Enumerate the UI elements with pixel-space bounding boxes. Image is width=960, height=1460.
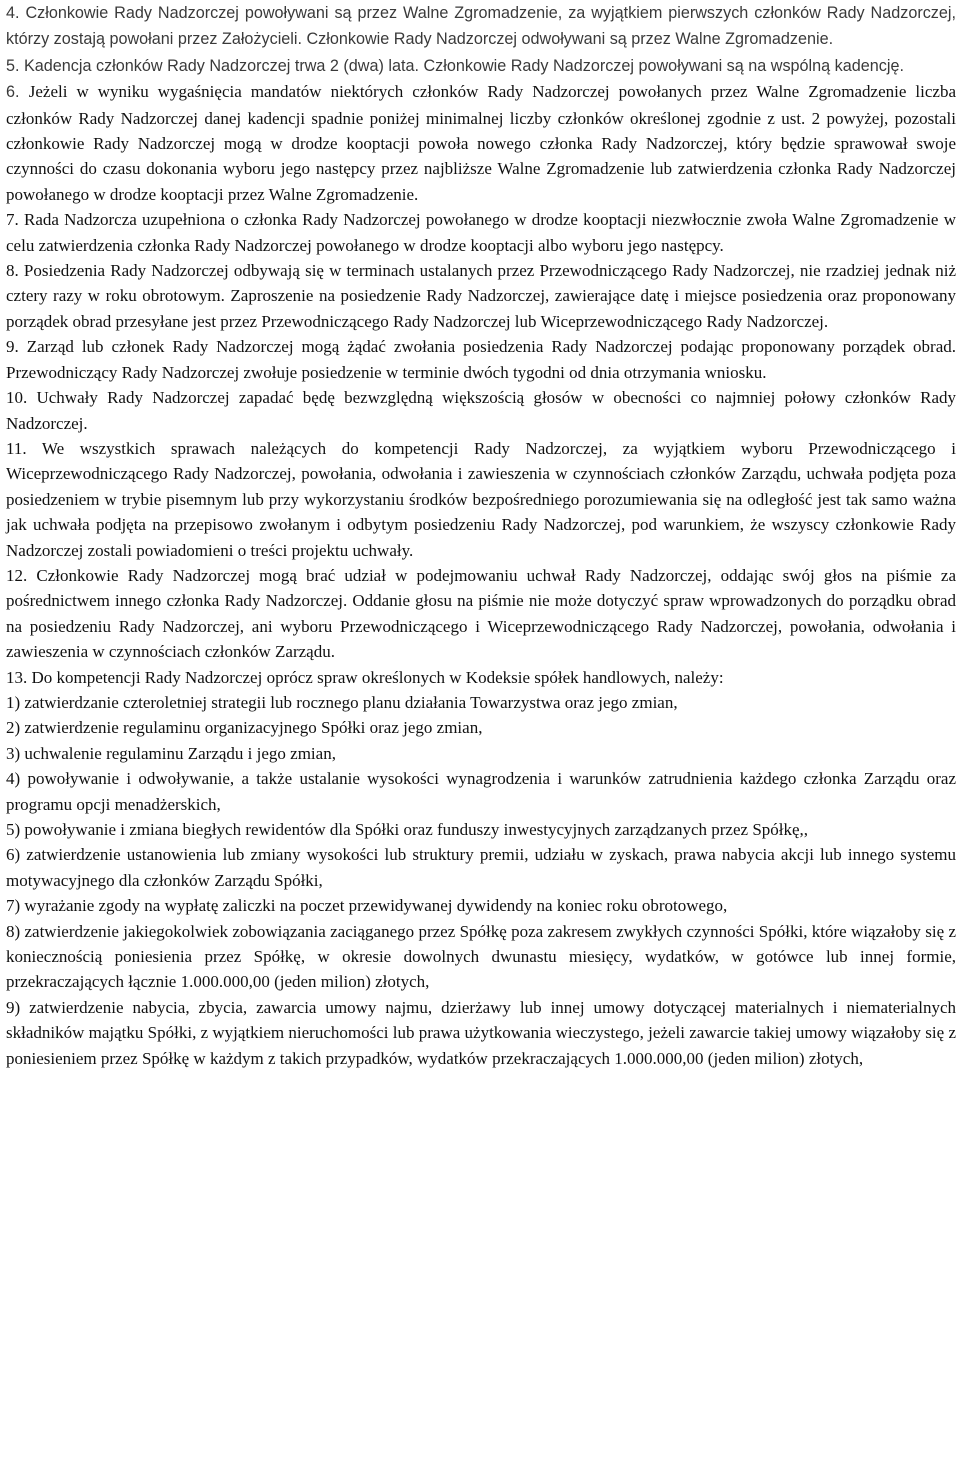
list-item-6: 6) zatwierdzenie ustanowienia lub zmiany wysokości lub struktury premii, udziału w zyskach, prawa nabycia akcji lub innego systemu motywacyjnego dla członków Zarządu Spółki, <box>6 845 956 890</box>
list-item-7: 7) wyrażanie zgody na wypłatę zaliczki na poczet przewidywanej dywidendy na koniec roku obrotowego, <box>6 896 728 916</box>
paragraph-8: 8. Posiedzenia Rady Nadzorczej odbywają się w terminach ustalanych przez Przewodniczącego Rady Nadzorczej, nie rzadziej jednak niż cztery razy w roku obrotowym. Zaproszenie na posiedzenie Rady Nadzorczej, zawierające datę i miejsce posiedzenia oraz proponowany porządek obrad przesyłane jest przez Przewodniczącego Rady Nadzorczej lub Wiceprzewodniczącego Rady Nadzorczej. <box>6 261 956 331</box>
paragraph-5-text: 5. Kadencja członków Rady Nadzorczej trwa 2 (dwa) lata. Członkowie Rady Nadzorczej powoływani są na wspólną kadencję. <box>6 56 904 75</box>
paragraph-13: 13. Do kompetencji Rady Nadzorczej oprócz spraw określonych w Kodeksie spółek handlowych, należy: <box>6 667 724 687</box>
list-item-4: 4) powoływanie i odwoływanie, a także ustalanie wysokości wynagrodzenia i warunków zatrudnienia każdego członka Zarządu oraz programu opcji menadżerskich, <box>6 769 956 814</box>
paragraph-12: 12. Członkowie Rady Nadzorczej mogą brać udział w podejmowaniu uchwał Rady Nadzorczej, oddając swój głos na piśmie za pośrednictwem innego członka Rady Nadzorczej. Oddanie głosu na piśmie nie może dotyczyć spraw wprowadzonych do porządku obrad na posiedzeniu Rady Nadzorczej, ani wyboru Przewodniczącego i Wiceprzewodniczącego Rady Nadzorczej, powołania, odwołania i zawieszenia w czynnościach członków Zarządu. <box>6 565 956 662</box>
paragraph-4 <box>6 0 956 53</box>
paragraph-5 <box>6 53 956 79</box>
list-item-1: 1) zatwierdzanie czteroletniej strategii lub rocznego planu działania Towarzystwa oraz jego zmian, <box>6 692 678 712</box>
paragraph-10: 10. Uchwały Rady Nadzorczej zapadać będę bezwzględną większością głosów w obecności co najmniej połowy członków Rady Nadzorczej. <box>6 388 956 433</box>
list-item-3: 3) uchwalenie regulaminu Zarządu i jego zmian, <box>6 743 336 763</box>
paragraph-7: 7. Rada Nadzorcza uzupełniona o członka Rady Nadzorczej powołanego w drodze kooptacji niezwłocznie zwoła Walne Zgromadzenie w celu zatwierdzenia członka Rady Nadzorczej powołanego w drodze kooptacji albo wyboru jego następcy. <box>6 210 956 255</box>
paragraph-6-lead: 6. <box>6 83 29 102</box>
list-item-2: 2) zatwierdzenie regulaminu organizacyjnego Spółki oraz jego zmian, <box>6 718 483 738</box>
list-item-9: 9) zatwierdzenie nabycia, zbycia, zawarcia umowy najmu, dzierżawy lub innej umowy dotyczącej materialnych i niematerialnych składników majątku Spółki, z wyjątkiem nieruchomości lub prawa użytkowania wieczystego, jeżeli zawarcie takiej umowy wiązałoby się z poniesieniem przez Spółkę w każdym z takich przypadków, wydatków przekraczających 1.000.000,00 (jeden milion) złotych, <box>6 997 956 1068</box>
paragraph-9: 9. Zarząd lub członek Rady Nadzorczej mogą żądać zwołania posiedzenia Rady Nadzorczej podając proponowany porządek obrad. Przewodniczący Rady Nadzorczej zwołuje posiedzenie w terminie dwóch tygodni od dnia otrzymania wniosku. <box>6 337 956 382</box>
paragraph-6 <box>6 79 956 207</box>
list-item-5: 5) powoływanie i zmiana biegłych rewidentów dla Spółki oraz funduszy inwestycyjnych zarządzanych przez Spółkę,, <box>6 820 809 839</box>
paragraph-11: 11. We wszystkich sprawach należących do kompetencji Rady Nadzorczej, za wyjątkiem wyboru Przewodniczącego i Wiceprzewodniczącego Rady Nadzorczej, powołania, odwołania i zawieszenia w czynnościach członków Zarządu, uchwała podjęta poza posiedzeniem w trybie pisemnym lub przy wykorzystaniu środków bezpośredniego porozumiewania się na odległość jest tak samo ważna jak uchwała podjęta na przepisowo zwołanym i odbytym posiedzeniu Rady Nadzorczej, pod warunkiem, że wszyscy członkowie Rady Nadzorczej zostali powiadomieni o treści projektu uchwały. <box>6 438 956 560</box>
list-item-8: 8) zatwierdzenie jakiegokolwiek zobowiązania zaciąganego przez Spółkę poza zakresem zwykłych czynności Spółki, które wiązałoby się z koniecznością poniesienia przez Spółkę, w okresie dowolnych dwunastu miesięcy, wydatków, w gotówce lub innej formie, przekraczających łącznie 1.000.000,00 (jeden milion) złotych, <box>6 921 956 992</box>
paragraph-6-text: Jeżeli w wyniku wygaśnięcia mandatów niektórych członków Rady Nadzorczej powołanych przez Walne Zgromadzenie liczba członków Rady Nadzorczej danej kadencji spadnie poniżej minimalnej liczby członków określonej zgodnie z ust. 2 powyżej, pozostali członkowie Rady Nadzorczej mogą w drodze kooptacji powoła nowego członka Rady Nadzorczej, który będzie sprawował swoje czynności do czasu dokonania wyboru jego następcy przez najbliższe Walne Zgromadzenie lub zatwierdzenia członka Rady Nadzorczej powołanego w drodze kooptacji przez Walne Zgromadzenie. <box>6 82 956 204</box>
paragraph-4-text: 4. Członkowie Rady Nadzorczej powoływani są przez Walne Zgromadzenie, za wyjątkiem pierwszych członków Rady Nadzorczej, którzy zostają powołani przez Założycieli. Członkowie Rady Nadzorczej odwoływani są przez Walne Zgromadzenie. <box>6 4 956 49</box>
